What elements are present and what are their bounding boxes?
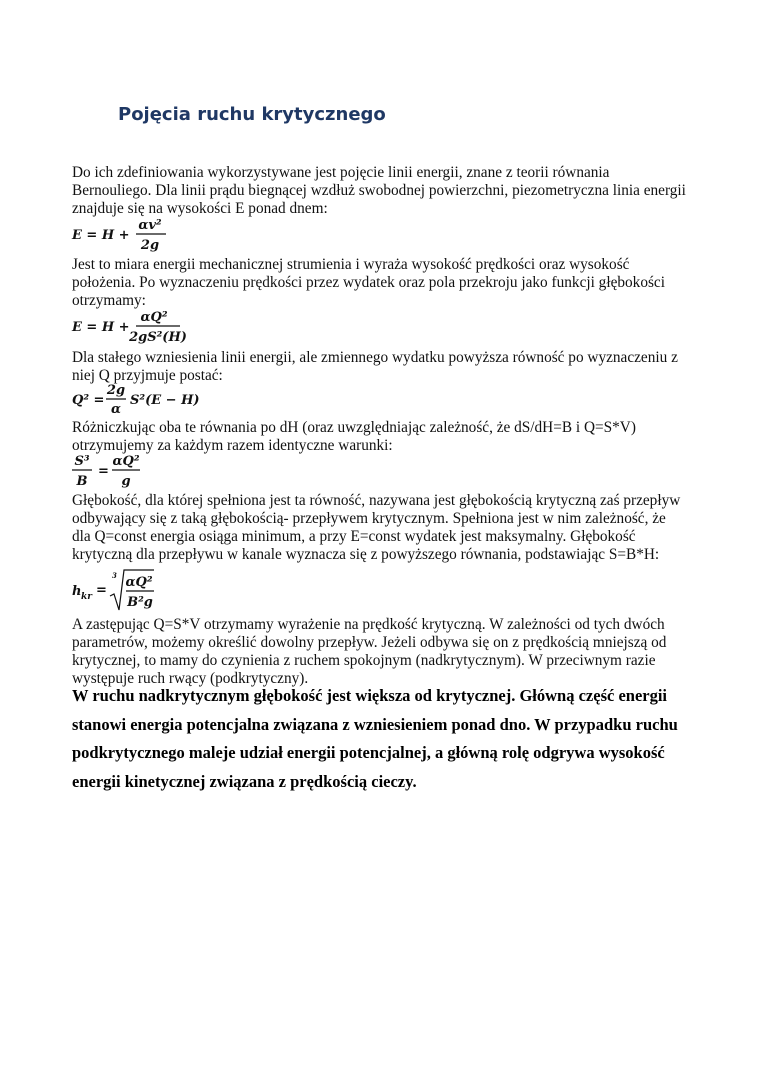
equation-numerator: 2g xyxy=(106,383,126,398)
text-line: Do ich zdefiniowania wykorzystywane jest pojęcie linii energii, znane z teorii równania xyxy=(72,164,610,181)
paragraph-summary-bold xyxy=(72,682,712,796)
equation-lhs: E = H + xyxy=(72,320,130,335)
text-line: położenia. Po wyznaczeniu prędkości przez wydatek oraz pola przekroju jako funkcji głębokości xyxy=(72,274,665,291)
equation-equals: = xyxy=(96,583,107,598)
text-line: niej Q przyjmuje postać: xyxy=(72,367,223,384)
text-line: krytyczną dla przepływu w kanale wyznacza się z powyższego równania, podstawiając S=B*H: xyxy=(72,546,660,563)
text-line: otrzymamy: xyxy=(72,292,146,309)
text-line: odbywający się z taką głębokością- przepływem krytycznym. Spełniona jest w nim zależność, że xyxy=(72,510,666,527)
equation-denominator: 2g xyxy=(140,238,160,253)
equation-lhs: h xyxy=(72,584,82,599)
paragraph-critical-depth xyxy=(72,492,692,564)
root-index: 3 xyxy=(112,571,117,580)
equation-energy-discharge xyxy=(70,308,210,348)
equation-numerator: αQ² xyxy=(125,575,153,590)
text-line: Różniczkując oba te równania po dH (oraz uwzględniając zależność, że dS/dH=B i Q=S*V) xyxy=(72,419,636,436)
text-line: występuje ruch rwący (podkrytyczny). xyxy=(72,670,309,687)
equation-rhs: S²(E − H) xyxy=(130,393,200,408)
equation-numerator: αQ² xyxy=(140,310,168,325)
text-line: stanowi energia potencjalna związana z wzniesieniem ponad dno. W przypadku ruchu xyxy=(72,714,678,734)
text-line: A zastępując Q=S*V otrzymamy wyrażenie na prędkość krytyczną. W zależności od tych dwóch xyxy=(72,616,665,633)
text-line: W ruchu nadkrytycznym głębokość jest większa od krytycznej. Główną część energii xyxy=(72,686,668,705)
paragraph-critical-velocity xyxy=(72,616,692,688)
text-line: Głębokość, dla której spełniona jest ta równość, nazywana jest głębokością krytyczną zaś przepływ xyxy=(72,492,681,509)
equation-discharge xyxy=(70,383,210,419)
text-line: podkrytycznego maleje udział energii potencjalnej, a główną rolę odgrywa wysokość xyxy=(72,743,665,762)
text-line: krytycznej, to mamy do czynienia z ruchem spokojnym (nadkrytycznym). W przeciwnym razie xyxy=(72,652,656,669)
equation-energy-line xyxy=(70,216,190,254)
equation-critical-depth xyxy=(70,566,180,616)
page-title: Pojęcia ruchu krytycznego xyxy=(118,104,386,125)
equation-lhs: E = H + xyxy=(72,228,130,243)
text-line: parametrów, możemy określić dowolny przepływ. Jeżeli odbywa się on z prędkością mniejszą od xyxy=(72,634,667,651)
text-line: Bernouliego. Dla linii prądu biegnącej wzdłuż swobodnej powierzchni, piezometryczna linia energii xyxy=(72,182,686,199)
text-line: otrzymujemy za każdym razem identyczne warunki: xyxy=(72,437,393,454)
equation-denominator: B xyxy=(76,474,88,489)
equation-critical-condition xyxy=(70,452,150,492)
equation-denominator: g xyxy=(121,474,131,489)
equation-numerator: αQ² xyxy=(112,454,140,469)
equation-subscript: kr xyxy=(81,592,92,602)
paragraph-intro xyxy=(72,164,692,218)
text-line: energii kinetycznej związana z prędkością cieczy. xyxy=(72,771,417,791)
equation-lhs: Q² = xyxy=(72,393,105,408)
text-line: Jest to miara energii mechanicznej strumienia i wyraża wysokość prędkości oraz wysokość xyxy=(72,256,630,273)
text-line: dla Q=const energia osiąga minimum, a przy E=const wydatek jest maksymalny. Głębokość xyxy=(72,528,636,545)
paragraph-energy xyxy=(72,256,692,310)
equation-equals: = xyxy=(98,464,109,479)
equation-denominator: 2gS²(H) xyxy=(129,330,187,345)
equation-denominator: B²g xyxy=(127,595,153,610)
paragraph-differentiation xyxy=(72,419,692,455)
equation-numerator: S³ xyxy=(74,454,90,469)
text-line: znajduje się na wysokości E ponad dnem: xyxy=(72,200,328,217)
text-line: Dla stałego wzniesienia linii energii, ale zmiennego wydatku powyższa równość po wyznaczeniu z xyxy=(72,349,678,366)
paragraph-constant-energy xyxy=(72,349,692,385)
equation-denominator: α xyxy=(110,402,122,417)
equation-numerator: αv² xyxy=(138,218,162,233)
